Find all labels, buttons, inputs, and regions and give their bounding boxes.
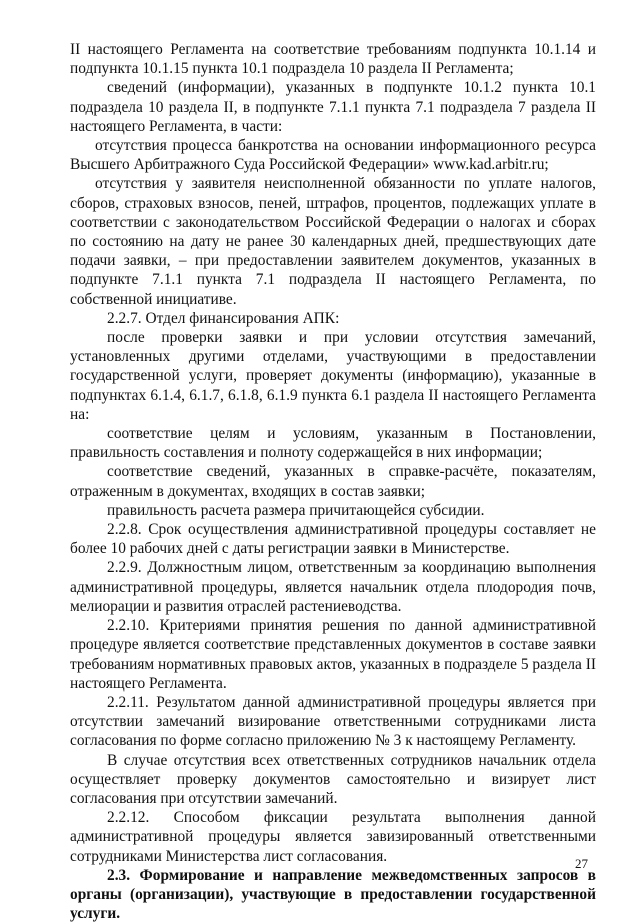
section-heading-bold: 2.3. Формирование и направление межведомственных запросов в органы (организации), участвующие в предоставлении государственной услуги.: [70, 866, 596, 923]
paragraph: 2.2.12. Способом фиксации результата выполнения данной административной процедуры является завизированный ответственными сотрудниками Министерства лист согласования.: [70, 809, 596, 865]
paragraph: 2.2.8. Срок осуществления административной процедуры составляет не более 10 рабочих дней с даты регистрации заявки в Министерстве.: [70, 521, 596, 558]
paragraph: II настоящего Регламента на соответствие требованиям подпункта 10.1.14 и подпункта 10.1.15 пункта 10.1 подраздела 10 раздела II Регламента;: [70, 41, 596, 78]
paragraph: 2.2.10. Критериями принятия решения по данной административной процедуре является соответствие представленных документов в составе заявки требованиям нормативных правовых актов, указанных в подразделе 5 раздела II настоящего Регламента.: [70, 617, 596, 692]
paragraph: отсутствия у заявителя неисполненной обязанности по уплате налогов, сборов, страховых взносов, пеней, штрафов, процентов, подлежащих уплате в соответствии с законодательством Российской Федерации о налогах и сборах по состоянию на дату не ранее 30 календарных дней, предшествующих дате подачи заявки, – при предоставлении заявителем документов, указанных в подпункте 7.1.1 пункта 7.1 подраздела II настоящего Регламента, по собственной инициативе.: [70, 175, 596, 308]
page-number: 27: [575, 856, 588, 871]
paragraph: 2.2.11. Результатом данной административной процедуры является при отсутствии замечаний визирование ответственными сотрудниками листа согласования по форме согласно приложению № 3 к настоящему Регламенту.: [70, 693, 596, 750]
paragraph: сведений (информации), указанных в подпункте 10.1.2 пункта 10.1 подраздела 10 раздела II, в подпункте 7.1.1 пункта 7.1 подраздела 7 раздела II настоящего Регламента, в части:: [70, 79, 596, 135]
section-heading: 2.2.7. Отдел финансирования АПК:: [107, 309, 340, 327]
paragraph: отсутствия процесса банкротства на основании информационного ресурса Высшего Арбитражного Суда Российской Федерации» www.kad.arbitr.ru;: [70, 137, 596, 174]
paragraph: правильность расчета размера причитающейся субсидии.: [107, 501, 485, 519]
paragraph: В случае отсутствия всех ответственных сотрудников начальник отдела осуществляет проверку документов самостоятельно и визирует лист согласования при отсутствии замечаний.: [70, 751, 596, 807]
paragraph: соответствие целям и условиям, указанным в Постановлении, правильность составления и полноту содержащейся в них информации;: [70, 425, 596, 462]
paragraph: соответствие сведений, указанных в справке-расчёте, показателям, отраженным в документах, входящих в состав заявки;: [70, 463, 596, 500]
paragraph: 2.2.9. Должностным лицом, ответственным за координацию выполнения административной процедуры, является начальник отдела плодородия почв, мелиорации и развития отраслей растениеводства.: [70, 559, 596, 615]
paragraph: после проверки заявки и при условии отсутствия замечаний, установленных другими отделами, участвующими в предоставлении государственной услуги, проверяет документы (информацию), указанные в подпунктах 6.1.4, 6.1.7, 6.1.8, 6.1.9 пункта 6.1 раздела II настоящего Регламента на:: [70, 329, 596, 423]
body-text: [70, 40, 596, 923]
